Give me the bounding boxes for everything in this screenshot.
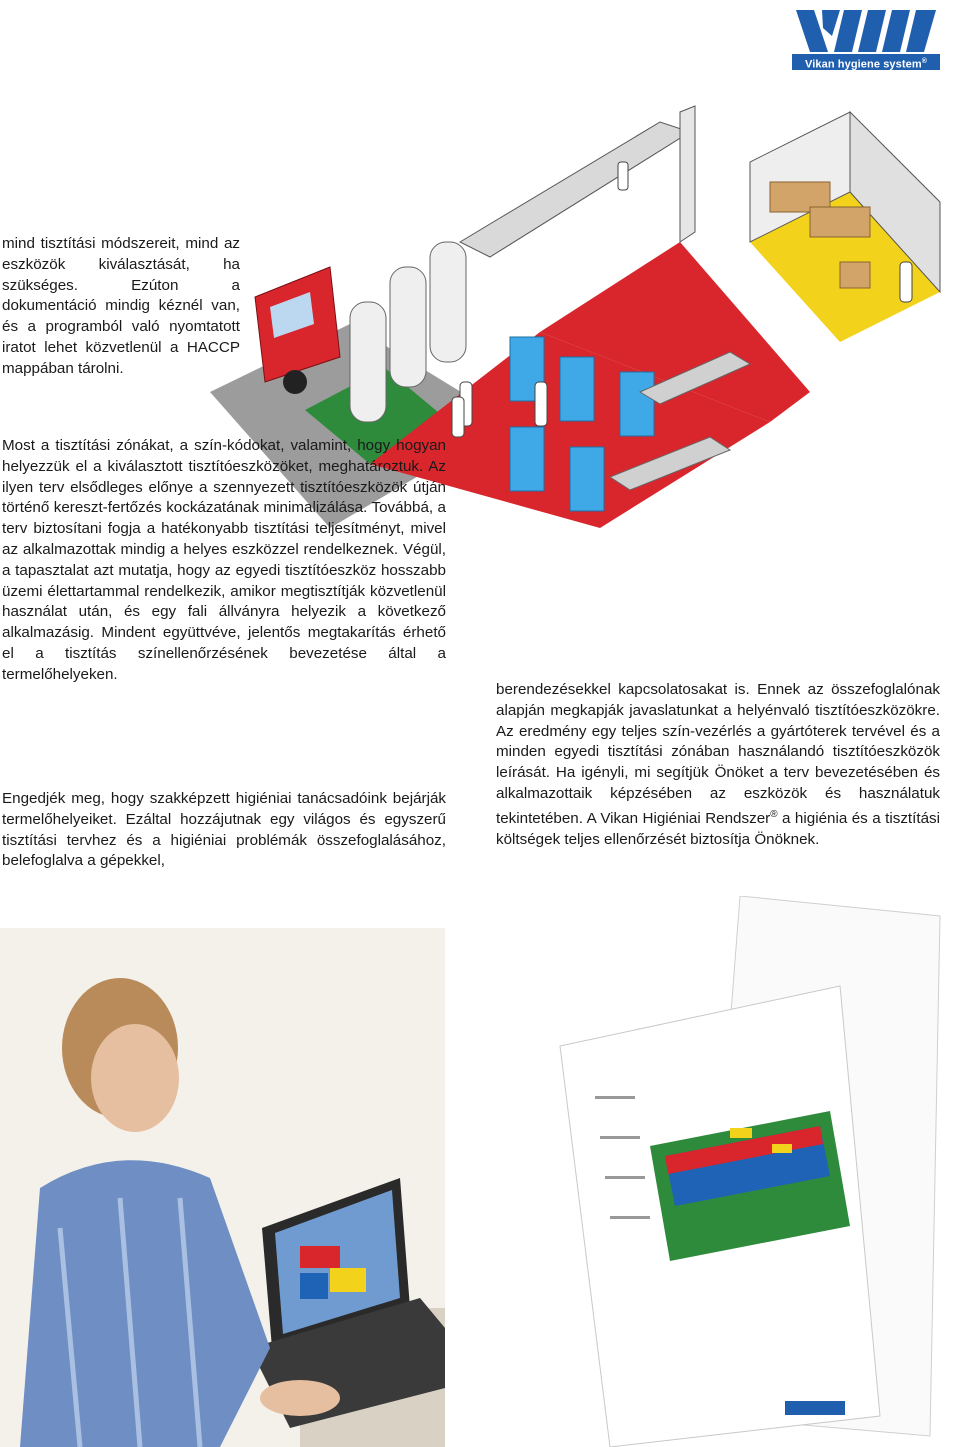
cleaning-zones-paragraph: Most a tisztítási zónákat, a szín-kódokat, valamint, hogy hogyan helyezzük el a kiválasztott tisztítóeszközöket, meghatároztuk. Az ilyen terv elsődleges előnye a szennyezett tisztítóeszközök útján történő kereszt-fertőzés kockázatának minimalizálása. Továbbá, a terv biztosítani fogja a hatékonyabb tisztítási teljesítményt, mivel az alkalmazottak mindig a helyes eszközzel rendelkeznek. Végül, a tapasztalat azt mutatja, hogy az egyedi tisztítóeszköz hosszabb üzemi élettartammal rendelkezik, amikor megtisztítják közvetlenül használat után, és egy fali állványra helyezik a következő alkalmazásig. Mindent együttvéve, jelentős megtakarítás érhető el a tisztítás színellenőrzésének bevezetése által a termelőhelyeken. — [2, 437, 446, 683]
back-wall — [460, 122, 690, 257]
document-footer-logo — [785, 1401, 845, 1415]
logo-registered-mark: ® — [921, 58, 927, 65]
result-registered-mark: ® — [770, 808, 778, 820]
result-text-after-mark: a higiénia és a tisztítási költségek teljes ellenőrzését biztosítja Önöknek. — [496, 809, 940, 848]
consultant-laptop-photo — [0, 928, 445, 1447]
partition-wall — [680, 106, 695, 242]
logo-brand-text: Vikan hygiene system — [804, 58, 922, 71]
plan-yellow-label — [730, 1128, 752, 1138]
hygiene-advisors-paragraph: Engedjék meg, hogy szakképzett higiéniai tanácsadóink bejárják termelőhelyeiket. Ezáltal hozzájutnak egy világos és egyszerű tisztítási tervhez és a higiéniai problémák összefoglalásához, belefoglalva a gépekkel, — [2, 790, 446, 870]
vikan-logo — [792, 8, 940, 70]
result-paragraph — [496, 680, 940, 850]
cleaning-plan-documents — [540, 896, 960, 1447]
vikan-logo-mark-icon — [792, 8, 940, 54]
result-text-before-mark: berendezésekkel kapcsolatosakat is. Ennek az összefoglalónak alapján megkapják javaslatunkat a helyénvaló tisztítóeszközökre. Az eredmény egy teljes szín-vezérlés a gyártóterek tervével és a minden egyedi tisztítási zónában használandó tisztítóeszközök leírását. Ha igényli, mi segítjük Önöket a terv bevezetésében és alkalmazottaik képzésében az eszközök és használatuk tekintetében. A Vikan Higiéniai Rendszer — [496, 681, 940, 827]
plan-yellow-label-2 — [772, 1144, 792, 1153]
logo-caption — [792, 54, 940, 70]
intro-paragraph: mind tisztítási módszereit, mind az eszközök kiválasztását, ha szükséges. Ezúton a dokumentáció mindig kéznél van, és a programból való nyomtatott iratot lehet közvetlenül a HACCP mappában tárolni. — [2, 235, 240, 377]
